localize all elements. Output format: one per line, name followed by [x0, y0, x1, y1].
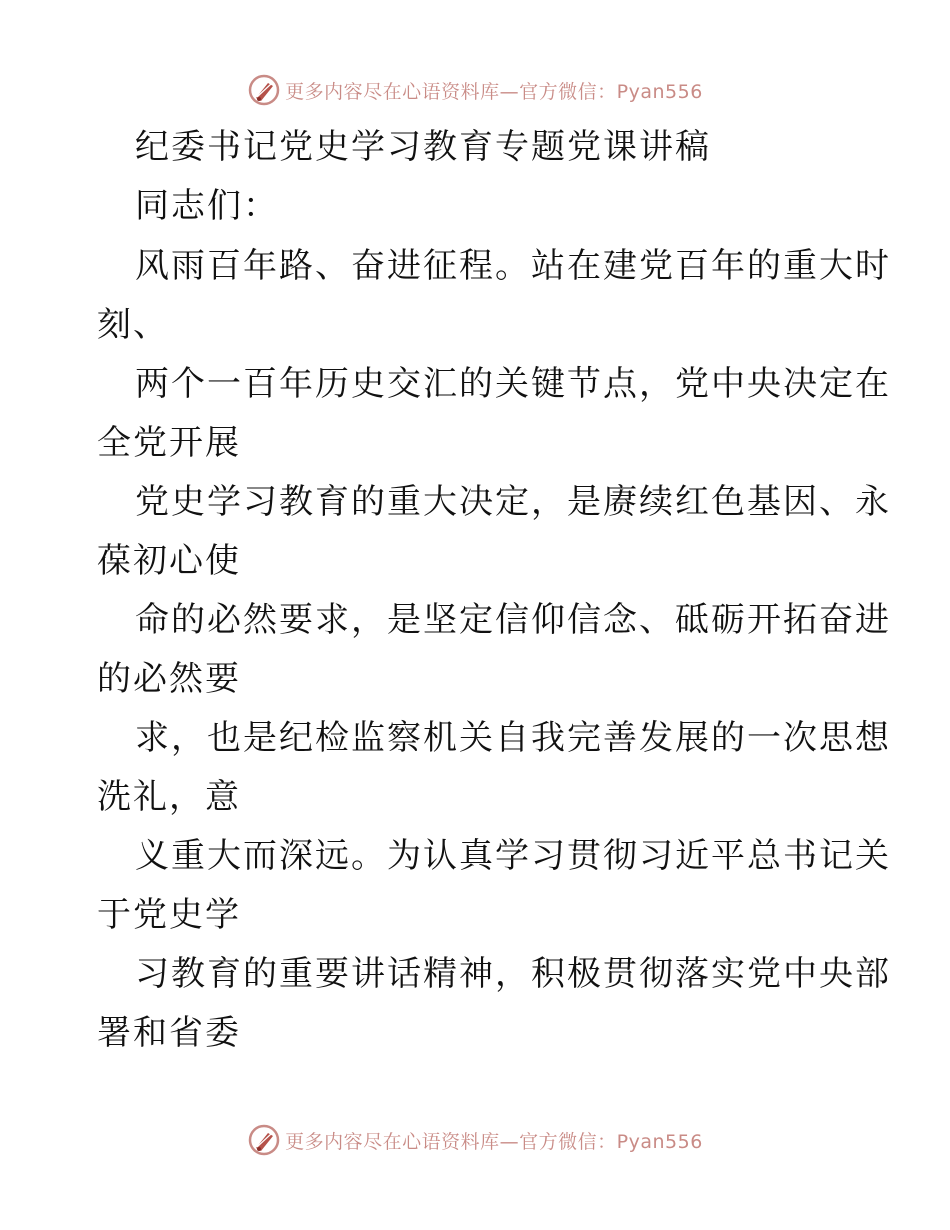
paragraph-line: 风雨百年路、奋进征程。站在建党百年的重大时 [135, 246, 891, 286]
paragraph-line: 葆初心使 [97, 541, 241, 581]
paragraph-line: 两个一百年历史交汇的关键节点，党中央决定在 [135, 364, 891, 404]
pen-nib-logo-icon [247, 1123, 281, 1157]
salutation: 同志们： [135, 186, 279, 226]
paragraph-line: 全党开展 [97, 423, 241, 463]
paragraph-line: 的必然要 [97, 659, 241, 699]
paragraph-line: 党史学习教育的重大决定，是赓续红色基因、永 [135, 482, 891, 522]
paragraph-line: 刻、 [97, 305, 169, 345]
paragraph-line: 洗礼，意 [97, 777, 241, 817]
paragraph-line: 署和省委 [97, 1013, 241, 1053]
watermark-text: 更多内容尽在心语资料库—官方微信：Pyan556 [285, 80, 703, 103]
header-watermark [0, 70, 950, 110]
paragraph-line: 求，也是纪检监察机关自我完善发展的一次思想 [135, 718, 891, 758]
paragraph-line: 命的必然要求，是坚定信仰信念、砥砺开拓奋进 [135, 600, 891, 640]
document-title: 纪委书记党史学习教育专题党课讲稿 [135, 127, 711, 167]
pen-nib-logo-icon [247, 73, 281, 107]
paragraph-line: 义重大而深远。为认真学习贯彻习近平总书记关 [135, 836, 891, 876]
footer-watermark [0, 1120, 950, 1160]
watermark-text: 更多内容尽在心语资料库—官方微信：Pyan556 [285, 1130, 703, 1153]
paragraph-line: 习教育的重要讲话精神，积极贯彻落实党中央部 [135, 954, 891, 994]
paragraph-line: 于党史学 [97, 895, 241, 935]
